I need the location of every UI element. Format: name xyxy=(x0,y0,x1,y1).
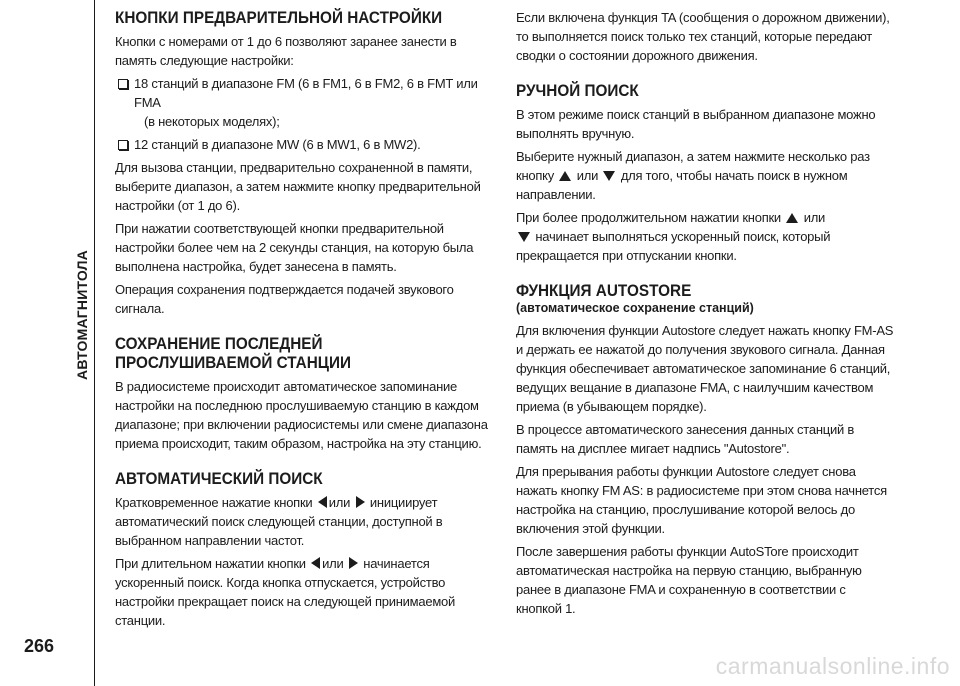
arrow-down-icon xyxy=(603,171,615,181)
arrow-right-icon xyxy=(349,557,358,569)
chapter-tab-label: АВТОМАГНИТОЛА xyxy=(74,250,90,380)
paragraph: Выберите нужный диапазон, а затем нажмите несколько раз кнопку или для того, чтобы начать поиск в нужном направлении. xyxy=(516,149,870,202)
paragraph: Если включена функция TA (сообщения о дорожном движении), то выполняется поиск только тех станций, которые передают сводки о состоянии дорожного движения. xyxy=(516,10,890,63)
arrow-down-icon xyxy=(518,232,530,242)
arrow-up-icon xyxy=(559,171,571,181)
paragraph: Для вызова станции, предварительно сохраненной в памяти, выберите диапазон, а затем нажмите кнопку предварительной настройки (от 1 до 6). xyxy=(115,160,481,213)
section-heading-autostore: ФУНКЦИЯ AUTOSTORE xyxy=(516,281,692,300)
left-column xyxy=(115,8,500,634)
paragraph: В процессе автоматического занесения данных станций в память на дисплее мигает надпись "Autostore". xyxy=(516,422,855,456)
right-column xyxy=(516,8,911,622)
paragraph: Кратковременное нажатие кнопки или инициирует автоматический поиск следующей станции, доступной в выбранном направлении частот. xyxy=(115,495,443,548)
paragraph: В радиосистеме происходит автоматическое запоминание настройки на последнюю прослушиваемую станцию в каждом диапазоне; при включении радиосистемы или смене диапазона приема происходит, таким образом, настройка на эту станцию. xyxy=(115,379,488,451)
list-item: 18 станций в диапазоне FM (6 в FM1, 6 в FM2, 6 в FMT или FMA (в некоторых моделях); xyxy=(115,74,500,131)
arrow-right-icon xyxy=(356,496,365,508)
paragraph: Для прерывания работы функции Autostore следует снова нажать кнопку FM AS: в радиосистеме при этом снова начнется настройка на станцию, прослушивание которой велось до включения этой функции. xyxy=(516,464,887,536)
paragraph: Для включения функции Autostore следует нажать кнопку FM-AS и держать ее нажатой до получения звукового сигнала. Данная функция обеспечивает автоматическое запоминание 6 станций, ведущих вещание в диапазоне FMA, с наилучшим качеством приема (в убывающем порядке). xyxy=(516,323,894,414)
paragraph: При более продолжительном нажатии кнопки или начинает выполняться ускоренный поиск, который прекращается при отпускании кнопки. xyxy=(516,210,831,263)
paragraph: Кнопки с номерами от 1 до 6 позволяют заранее занести в память следующие настройки: xyxy=(115,34,457,68)
paragraph: При нажатии соответствующей кнопки предварительной настройки более чем на 2 секунды станция, на которую была выполнена настройка, будет занесена в память. xyxy=(115,221,474,274)
arrow-left-icon xyxy=(311,557,320,569)
section-heading-manual-search: РУЧНОЙ ПОИСК xyxy=(516,81,639,100)
paragraph: В этом режиме поиск станций в выбранном диапазоне можно выполнять вручную. xyxy=(516,107,876,141)
checkbox-bullet-icon xyxy=(118,79,128,89)
paragraph: При длительном нажатии кнопки или начинается ускоренный поиск. Когда кнопка отпускается, устройство настройки прекращает поиск на следующей принимаемой станции. xyxy=(115,556,456,628)
section-subheading: (автоматическое сохранение станций) xyxy=(516,301,754,315)
paragraph: После завершения работы функции AutoSTore происходит автоматическая настройка на первую станцию, выбранную ранее в диапазоне FMA и сохраненную в соответствии с кнопкой 1. xyxy=(516,544,862,616)
checkbox-bullet-icon xyxy=(118,140,128,150)
section-heading-last-station: СОХРАНЕНИЕ ПОСЛЕДНЕЙ ПРОСЛУШИВАЕМОЙ СТАНЦИИ xyxy=(115,334,351,372)
page-number: 266 xyxy=(24,636,55,656)
arrow-left-icon xyxy=(318,496,327,508)
watermark-text: carmanualsonline.info xyxy=(715,653,950,679)
section-heading-auto-search: АВТОМАТИЧЕСКИЙ ПОИСК xyxy=(115,469,323,488)
arrow-up-icon xyxy=(786,213,798,223)
chapter-tab xyxy=(0,0,95,686)
list-item: 12 станций в диапазоне MW (6 в MW1, 6 в MW2). xyxy=(115,135,500,154)
section-heading-preset-buttons: КНОПКИ ПРЕДВАРИТЕЛЬНОЙ НАСТРОЙКИ xyxy=(115,8,443,27)
paragraph: Операция сохранения подтверждается подачей звукового сигнала. xyxy=(115,282,454,316)
